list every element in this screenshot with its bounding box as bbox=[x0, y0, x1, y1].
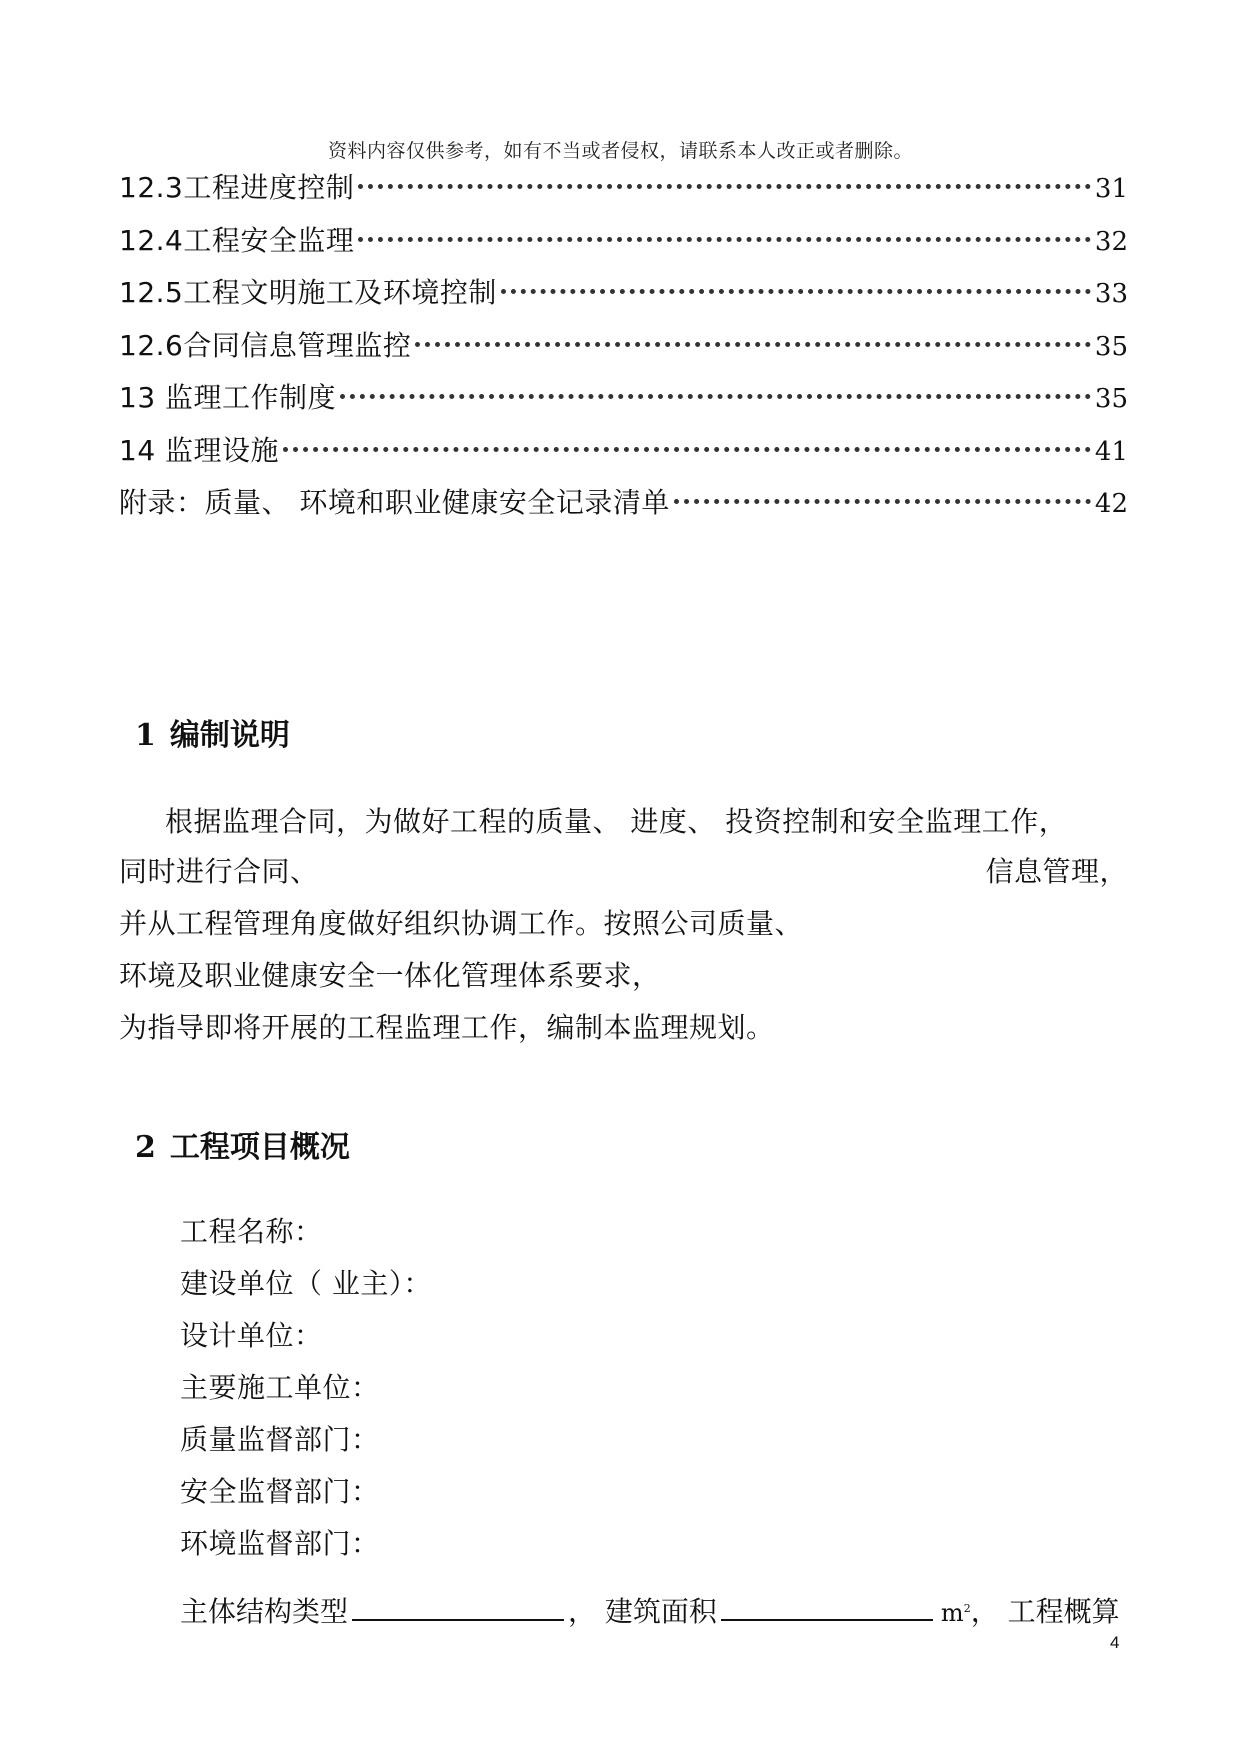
toc-entry[interactable] bbox=[119, 215, 1128, 268]
toc-entry[interactable] bbox=[119, 162, 1128, 215]
project-field-label: 环境监督部门： bbox=[180, 1527, 380, 1560]
paragraph-line: 为指导即将开展的工程监理工作，编制本监理规划。 bbox=[119, 1011, 775, 1044]
page-number: 4 bbox=[1110, 1633, 1120, 1652]
toc-leader-dots bbox=[415, 342, 1091, 347]
paragraph-line: 环境及职业健康安全一体化管理体系要求， bbox=[119, 959, 661, 992]
toc-leader-dots bbox=[501, 289, 1091, 294]
area-unit: $m^2$ bbox=[940, 1599, 971, 1627]
project-field-label: 建设单位（ 业主）： bbox=[180, 1267, 432, 1300]
section-title: 编制说明 bbox=[169, 718, 290, 753]
project-field-label: 设计单位： bbox=[180, 1319, 323, 1352]
toc-entry-label: 12.5工程文明施工及环境控制 bbox=[119, 276, 497, 309]
paragraph-line: 并从工程管理角度做好组织协调工作。按照公司质量、 bbox=[119, 907, 804, 940]
toc-entry-page: 31 bbox=[1094, 174, 1128, 204]
section-heading bbox=[135, 710, 290, 754]
area-blank[interactable] bbox=[721, 1593, 933, 1621]
section-heading bbox=[135, 1122, 350, 1166]
toc-entry[interactable] bbox=[119, 267, 1128, 320]
toc-entry-page: 35 bbox=[1094, 331, 1128, 362]
toc-entry[interactable] bbox=[119, 477, 1128, 530]
toc-entry-page: 41 bbox=[1094, 436, 1128, 467]
paragraph-line-right: 信息管理， bbox=[985, 855, 1128, 888]
paragraph-line-left: 同时进行合同、 bbox=[119, 855, 319, 888]
header-disclaimer: 资料内容仅供参考，如有不当或者侵权，请联系本人改正或者删除。 bbox=[327, 140, 913, 162]
toc-entry-label: 12.4工程安全监理 bbox=[119, 223, 355, 257]
section-title: 工程项目概况 bbox=[169, 1130, 350, 1165]
project-field-label: 工程名称： bbox=[180, 1215, 323, 1248]
table-of-contents bbox=[119, 162, 1128, 530]
toc-entry-page: 42 bbox=[1094, 489, 1128, 519]
toc-entry-page: 32 bbox=[1094, 226, 1128, 257]
project-field-label: 安全监督部门： bbox=[180, 1475, 380, 1508]
section-number: 2 bbox=[135, 1130, 156, 1165]
toc-leader-dots bbox=[283, 447, 1091, 452]
paragraph-line bbox=[119, 850, 1128, 890]
estimate-label: ， 工程概算 bbox=[970, 1595, 1120, 1628]
structure-type-blank[interactable] bbox=[352, 1593, 564, 1621]
toc-entry-label: 12.3工程进度控制 bbox=[119, 171, 355, 204]
toc-entry-label: 附录：质量、 环境和职业健康安全记录清单 bbox=[119, 486, 670, 519]
toc-entry[interactable] bbox=[119, 320, 1128, 373]
toc-entry-label: 14 监理设施 bbox=[119, 433, 280, 467]
structure-area-line bbox=[180, 1590, 1128, 1630]
toc-entry-label: 13 监理工作制度 bbox=[119, 381, 337, 414]
toc-leader-dots bbox=[358, 184, 1091, 189]
toc-entry-label: 12.6合同信息管理监控 bbox=[119, 328, 412, 362]
toc-leader-dots bbox=[358, 237, 1091, 242]
area-unit-superscript: 2 bbox=[963, 1602, 971, 1615]
area-label: ， 建筑面积 bbox=[568, 1595, 717, 1628]
toc-entry[interactable] bbox=[119, 372, 1128, 425]
paragraph-line: 根据监理合同，为做好工程的质量、 进度、 投资控制和安全监理工作， bbox=[165, 805, 1068, 838]
section-number: 1 bbox=[135, 718, 156, 753]
structure-type-label: 主体结构类型 bbox=[180, 1595, 349, 1628]
toc-entry-page: 33 bbox=[1094, 279, 1128, 309]
toc-entry-page: 35 bbox=[1094, 384, 1128, 414]
project-field-label: 质量监督部门： bbox=[180, 1423, 380, 1456]
toc-leader-dots bbox=[674, 499, 1091, 504]
toc-entry[interactable] bbox=[119, 425, 1128, 478]
toc-leader-dots bbox=[340, 394, 1091, 399]
project-field-label: 主要施工单位： bbox=[180, 1371, 380, 1404]
